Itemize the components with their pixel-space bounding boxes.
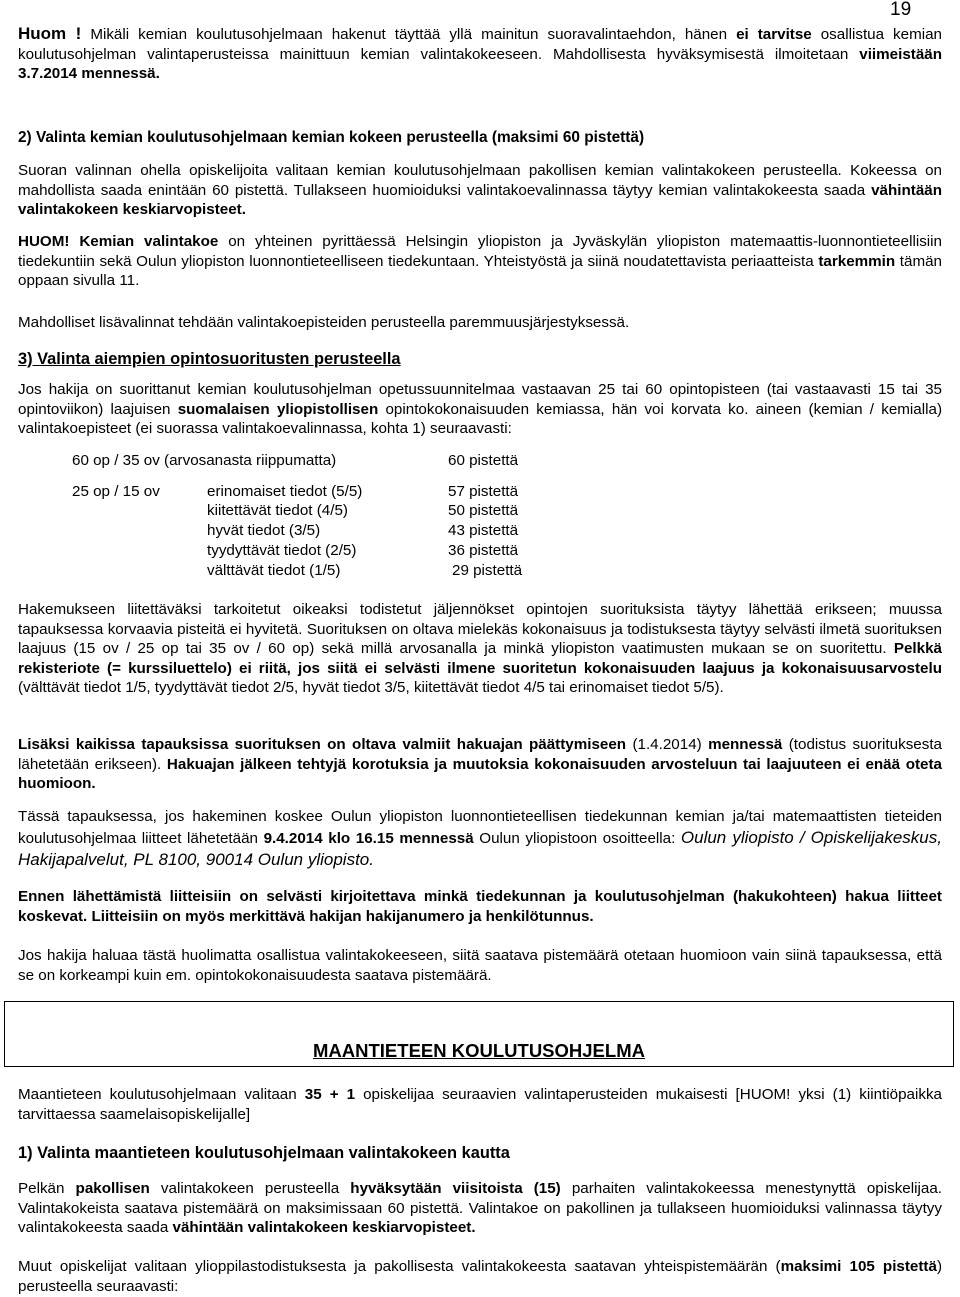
- section2-p2-text-2: tämän oppaan sivulla 11.: [18, 252, 942, 289]
- maantiede-section1-title: 1) Valinta maantieteen koulutusohjelmaan valintakokeen kautta: [18, 1144, 510, 1162]
- section3-p4-bold: 9.4.2014 klo 16.15 mennessä: [263, 830, 474, 847]
- section2-p1-bold: vähintään valintakokeen keskiarvopisteet.: [18, 181, 942, 218]
- section3-p4-text-1: Tässä tapauksessa, jos hakeminen koskee Oulun yliopiston luonnontieteellisen tiedekunnan kemian ja/tai matemaattisten tieteiden koulutusohjelmaa liitteet lähetetään: [18, 808, 942, 847]
- page-number: 19: [890, 0, 912, 20]
- maantiede-heading-box: [4, 1001, 954, 1067]
- intro-bold-2: viimeistään 3.7.2014 mennessä.: [18, 45, 942, 82]
- section3-p3-bold-1: Lisäksi kaikissa tapauksissa suorituksen on oltava valmiit hakuajan päättymiseen: [18, 736, 627, 753]
- grade-points: 50 pistettä: [448, 502, 519, 519]
- grade-label: hyvät tiedot (3/5): [207, 522, 321, 539]
- section3-p3-bold-2: mennessä: [708, 736, 783, 753]
- section3-p5-bold: Ennen lähettämistä liitteisiin on selvästi kirjoitettava minkä tiedekunnan ja koulutusohjelman (hakukohteen) hakua liitteet koskevat. Liitteisiin on myös merkittävä hakijan hakijanumero ja henkilötunnus.: [18, 888, 942, 925]
- grade-label: tyydyttävät tiedot (2/5): [207, 542, 357, 559]
- section3-p3-text-1: (1.4.2014): [626, 736, 709, 753]
- section3-p1-bold: suomalaisen yliopistollisen: [177, 400, 379, 418]
- maantiede-p2-text-3: parhaiten valintakokeessa menestynyttä opiskelijaa. Valintakokeista saatava pistemäärä on maksimissaan 60 pistettä. Valintakoe on pakollinen ja tullakseen huomioiduksi valinnassa täytyy valintakokeesta saada: [18, 1180, 942, 1236]
- maantiede-p2-text-1: Pelkän: [18, 1180, 76, 1197]
- mailing-address: Oulun yliopisto / Opiskelijakeskus, Hakijapalvelut, PL 8100, 90014 Oulun yliopisto.: [18, 828, 942, 869]
- maantiede-p1-text-1: Maantieteen koulutusohjelmaan valitaan: [18, 1086, 305, 1103]
- section3-p2-text-1: Hakemukseen liitettäväksi tarkoitetut oikeaksi todistetut jäljennökset opintojen suorituksista täytyy lähettää erikseen; muussa tapauksessa korvaavia pisteitä ei hyvitetä. Suorituksen on oltava mielekäs kokonaisuus ja todistuksesta täytyy selvästi ilmetä suorituksen laajuus (15 ov / 25 op tai 35 ov / 60 op) sekä millä arvosanalla ja minkä yliopiston vaatimusten mukaan se on suoritettu.: [18, 601, 942, 657]
- section3-p3-text-2: (todistus suorituksesta lähetetään erikseen).: [18, 736, 942, 773]
- section2-paragraph-2: [18, 232, 942, 291]
- maantiede-paragraph-1: [18, 1085, 942, 1124]
- section2-paragraph-1: [18, 161, 942, 220]
- maantiede-p3-text-1: Muut opiskelijat valitaan ylioppilastodistuksesta ja pakollisesta valintakokeesta saatavan yhteispistemäärän (: [18, 1258, 781, 1275]
- grade-label: kiitettävät tiedot (4/5): [207, 502, 348, 519]
- intro-text-1: Mikäli kemian koulutusohjelmaan hakenut täyttää yllä mainitun suoravalintaehdon, hänen: [81, 26, 737, 43]
- section3-paragraph-6: Jos hakija haluaa tästä huolimatta osallistua valintakokeeseen, siitä saatava pistemäärä otetaan huomioon vain siinä tapauksessa, että se on korkeampi kuin em. opintokokonaisuudesta saatava pistemäärä.: [18, 947, 942, 984]
- section3-paragraph-3: [18, 735, 942, 794]
- grade-points: 57 pistettä: [448, 483, 519, 500]
- section3-paragraph-5: [18, 887, 942, 926]
- maantiede-p2-text-2: valintakokeen perusteella: [149, 1180, 351, 1197]
- section3-p2-text-2: (välttävät tiedot 1/5, tyydyttävät tiedot 2/5, hyvät tiedot 3/5, kiitettävät tiedot 4/5 tai erinomaiset tiedot 5/5).: [18, 679, 724, 696]
- section3-p3-bold-3: Hakuajan jälkeen tehtyjä korotuksia ja muutoksia kokonaisuuden arvosteluun tai laajuuteen ei enää oteta huomioon.: [18, 755, 942, 792]
- maantiede-p1-text-2: opiskelijaa seuraavien valintaperusteiden mukaisesti [HUOM! yksi (1) kiintiöpaikka tarvittaessa saamelaisopiskelijalle]: [18, 1086, 942, 1123]
- maantiede-p2-bold-2: hyväksytään viisitoista (15): [350, 1180, 561, 1197]
- section2-p1-text: Suoran valinnan ohella opiskelijoita valitaan kemian koulutusohjelmaan pakollisen kemian valintakokeen perusteella. Kokeessa on mahdollista saada enintään 60 pistettä. Tullakseen huomioiduksi valintakoevalinnassa täytyy kemian valintakokeesta saada: [18, 162, 942, 199]
- section3-paragraph-2: [18, 600, 942, 698]
- section3-p1-text-2: opintokokonaisuuden kemiassa, hän voi korvata ko. aineen (kemian / kemialla) valintakoepisteet (ei suorassa valintakoevalinnassa, kohta 1) seuraavasti:: [18, 400, 943, 437]
- section2-p2-bold-1: HUOM! Kemian valintakoe: [18, 233, 219, 250]
- section2-title: 2) Valinta kemian koulutusohjelmaan kemian kokeen perusteella (maksimi 60 pistettä): [18, 129, 645, 146]
- section3-p2-bold: Pelkkä rekisteriote (= kurssiluettelo) ei riitä, jos siitä ei selvästi ilmene suoritetun kokonaisuuden laajuus ja kokonaisuusarvostelu: [18, 640, 942, 677]
- maantiede-p2-bold-3: vähintään valintakokeen keskiarvopisteet.: [172, 1219, 476, 1236]
- huom-label: Huom !: [18, 24, 82, 43]
- intro-bold-1: ei tarvitse: [736, 26, 812, 43]
- section3-paragraph-4: [18, 806, 942, 871]
- section3-paragraph-1: [18, 380, 942, 439]
- section3-p4-text-2: Oulun yliopistoon osoitteella:: [473, 830, 681, 847]
- section2-paragraph-3: Mahdolliset lisävalinnat tehdään valintakoepisteiden perusteella paremmuusjärjestyksessä.: [18, 314, 630, 331]
- row60-points: 60 pistettä: [448, 452, 519, 469]
- maantiede-paragraph-2: [18, 1179, 942, 1238]
- section2-p2-text-1: on yhteinen pyrittäessä Helsingin yliopiston ja Jyväskylän yliopiston matemaattis-luonnontieteellisiin tiedekuntiin sekä Oulun yliopiston luonnontieteelliseen tiedekuntaan. Yhteistyöstä ja siinä noudatettavista periaatteista: [18, 233, 942, 270]
- maantiede-p2-bold-1: pakollisen: [75, 1180, 150, 1197]
- row25-label: 25 op / 15 ov: [72, 483, 160, 500]
- section3-p1-text-1: Jos hakija on suorittanut kemian koulutusohjelman opetussuunnitelmaa vastaavan 25 tai 60 opintopisteen (tai vastaavasti 15 tai 35 opintoviikon) laajuisen: [18, 381, 942, 418]
- row60-label: 60 op / 35 ov (arvosanasta riippumatta): [72, 452, 337, 469]
- maantiede-p1-bold: 35 + 1: [304, 1086, 356, 1103]
- intro-paragraph: [18, 24, 942, 84]
- grade-label: erinomaiset tiedot (5/5): [207, 483, 363, 500]
- maantiede-heading: MAANTIETEEN KOULUTUSOHJELMA: [313, 1040, 645, 1061]
- intro-text-2: osallistua kemian koulutusohjelman valintaperusteissa mainittuun kemian valintakokeeseen. Mahdollisesta hyväksymisestä ilmoitetaan: [18, 26, 943, 63]
- maantiede-p3-text-2: ) perusteella seuraavasti:: [18, 1258, 943, 1295]
- grade-points: 29 pistettä: [452, 562, 523, 579]
- grade-points: 43 pistettä: [448, 522, 519, 539]
- grade-label: välttävät tiedot (1/5): [207, 562, 341, 579]
- section2-p2-bold-2: tarkemmin: [818, 252, 896, 270]
- grade-points: 36 pistettä: [448, 542, 519, 559]
- maantiede-paragraph-3: [18, 1257, 942, 1296]
- section3-title: 3) Valinta aiempien opintosuoritusten perusteella: [18, 350, 401, 368]
- maantiede-p3-bold: maksimi 105 pistettä: [780, 1258, 937, 1275]
